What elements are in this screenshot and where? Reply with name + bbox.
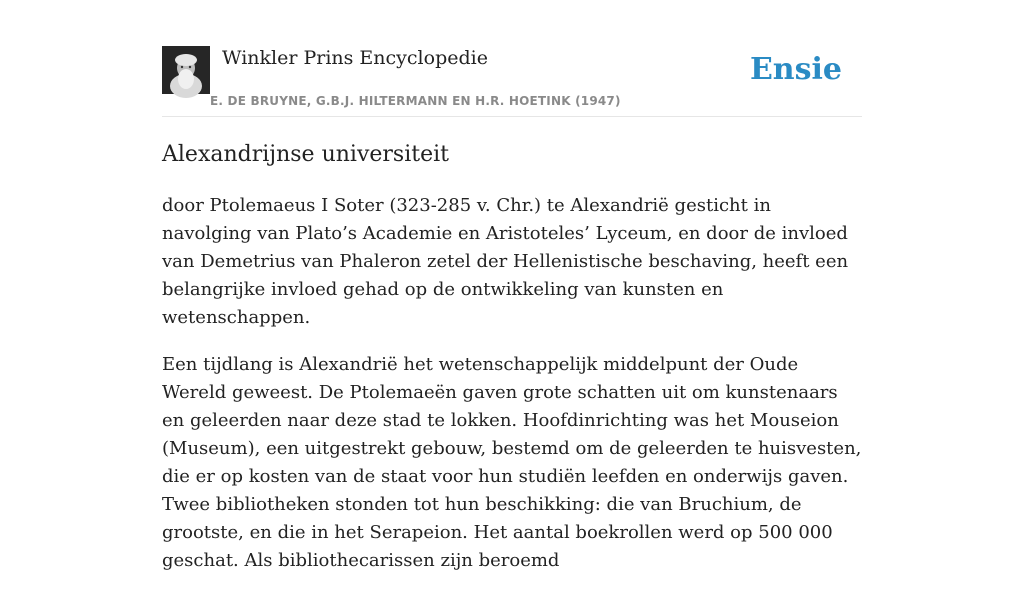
article-body	[162, 192, 862, 594]
ensie-logo[interactable]: Ensie	[749, 52, 842, 87]
article-paragraph: door Ptolemaeus I Soter (323-285 v. Chr.) te Alexandrië gesticht in navolging van Plato’s Academie en Aristoteles’ Lyceum, en door de invloed van Demetrius van Phaleron zetel der Hellenistische beschaving, heeft een belangrijke invloed gehad op de ontwikkeling van kunsten en wetenschappen.	[162, 195, 849, 328]
portrait-image	[162, 46, 210, 94]
source-header	[162, 46, 862, 117]
author-avatar[interactable]	[162, 46, 210, 94]
source-title[interactable]: Winkler Prins Encyclopedie	[222, 47, 488, 69]
source-authors: E. DE BRUYNE, G.B.J. HILTERMANN EN H.R. HOETINK (1947)	[210, 94, 621, 108]
article-title: Alexandrijnse universiteit	[162, 142, 449, 167]
article-paragraph: Een tijdlang is Alexandrië het wetenschappelijk middelpunt der Oude Wereld geweest. De Ptolemaeën gaven grote schatten uit om kunstenaars en geleerden naar deze stad te lokken. Hoofdinrichting was het Mouseion (Museum), een uitgestrekt gebouw, bestemd om de geleerden te huisvesten, die er op kosten van de staat voor hun studiën leefden en onderwijs gaven. Twee bibliotheken stonden tot hun beschikking: die van Bruchium, de grootste, en die in het Serapeion. Het aantal boekrollen werd op 500 000 geschat. Als bibliothecarissen zijn beroemd	[162, 354, 862, 571]
